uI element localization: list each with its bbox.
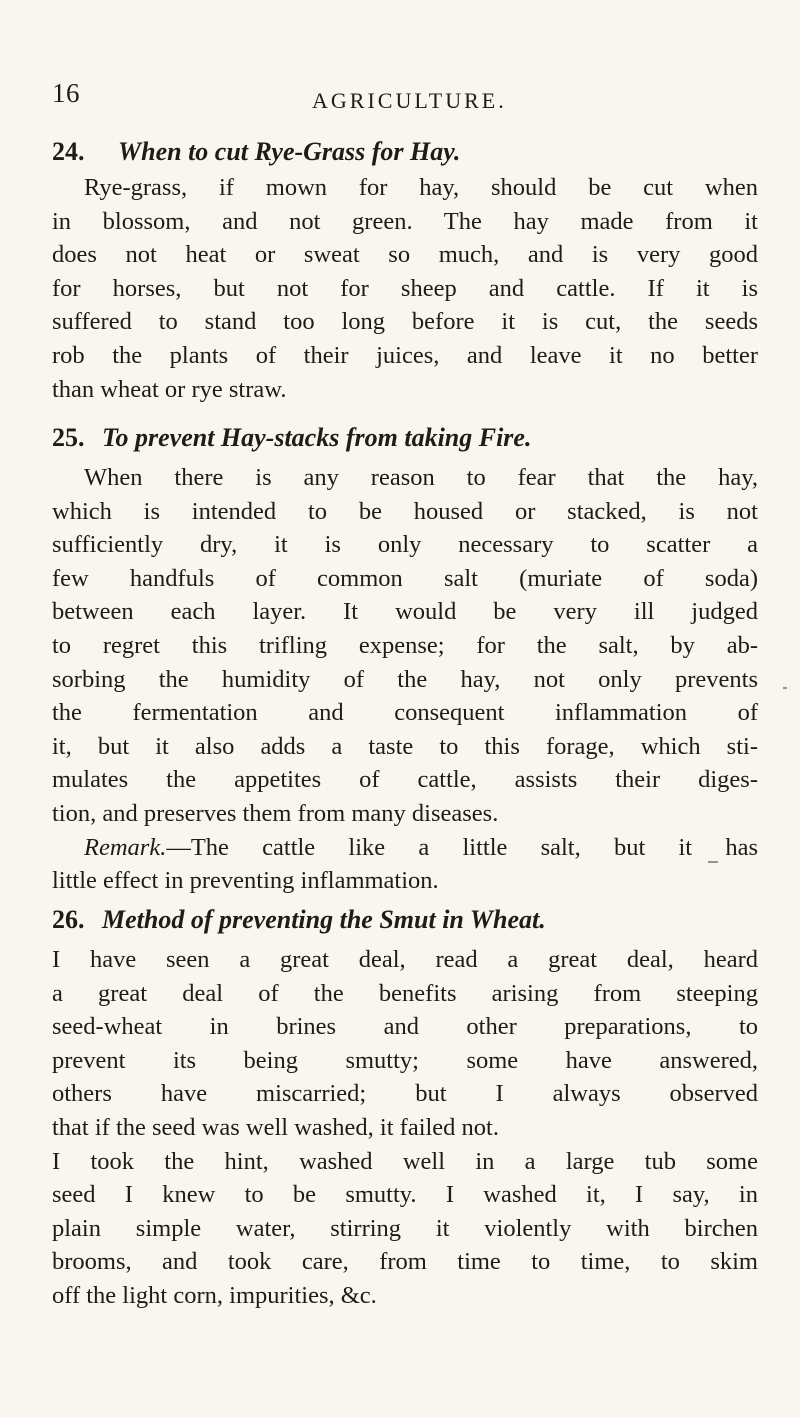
text-line: seed I knew to be smutty. I washed it, I say, in [52,1181,758,1209]
section-heading [52,137,758,167]
text-line: rob the plants of their juices, and leave it no better [52,341,758,369]
text-line: others have miscarried; but I always observed [52,1080,758,1108]
text-line: which is intended to be housed or stacked, is not [52,497,758,525]
text-line: mulates the appetites of cattle, assists their diges- [52,766,758,794]
section-paragraph [52,171,758,406]
section-number: 25. [52,423,85,452]
text-line: for horses, but not for sheep and cattle. If it is [52,274,758,302]
text-line: I have seen a great deal, read a great deal, heard [52,946,758,973]
text-line: a great deal of the benefits arising from steeping [52,979,758,1007]
text-line: between each layer. It would be very ill judged [52,598,758,626]
running-title: AGRICULTURE. [312,88,507,113]
section-25 [52,423,758,898]
section-number: 26. [52,905,85,934]
remark-text: —The cattle like a little salt, but it has [166,833,758,861]
text-line: in blossom, and not green. The hay made from it [52,207,758,235]
text-line: brooms, and took care, from time to time, to skim [52,1248,758,1276]
print-mark [783,687,787,689]
text-line: the fermentation and consequent inflammation of [52,699,758,727]
text-line: off the light corn, impurities, &c. [52,1281,377,1309]
text-line: plain simple water, stirring it violently with birchen [52,1214,758,1242]
section-title: To prevent Hay-stacks from taking Fire. [102,423,532,452]
text-line: tion, and preserves them from many diseases. [52,799,499,827]
text-line: prevent its being smutty; some have answered, [52,1046,758,1074]
section-24 [52,137,758,406]
text-line: it, but it also adds a taste to this forage, which sti- [52,732,758,760]
text-line: to regret this trifling expense; for the salt, by ab- [52,631,758,659]
text-line: few handfuls of common salt (muriate of soda) [52,564,758,592]
remark-label: Remark. [84,833,167,861]
section-heading [52,905,758,935]
text-line: Rye-grass, if mown for hay, should be cut when [84,174,758,201]
page-number: 16 [52,78,80,108]
text-line: seed-wheat in brines and other preparations, to [52,1013,758,1041]
text-line: sorbing the humidity of the hay, not only prevents [52,665,758,693]
text-line: little effect in preventing inflammation. [52,867,439,895]
section-paragraph [52,943,758,1145]
print-mark [708,861,718,863]
remark-line [52,831,758,865]
text-line: I took the hint, washed well in a large tub some [52,1147,758,1175]
text-line: that if the seed was well washed, it failed not. [52,1113,499,1141]
text-line: than wheat or rye straw. [52,375,287,403]
section-paragraph [52,1145,758,1313]
section-number: 24. [52,137,85,166]
text-line: When there is any reason to fear that the hay, [84,464,758,491]
section-26 [52,905,758,1313]
section-paragraph [52,461,758,898]
section-title: Method of preventing the Smut in Wheat. [102,905,546,934]
section-title: When to cut Rye-Grass for Hay. [118,137,461,166]
text-line: sufficiently dry, it is only necessary to scatter a [52,531,758,559]
text-line: does not heat or sweat so much, and is very good [52,241,758,269]
section-heading [52,423,758,453]
text-line: suffered to stand too long before it is cut, the seeds [52,308,758,336]
